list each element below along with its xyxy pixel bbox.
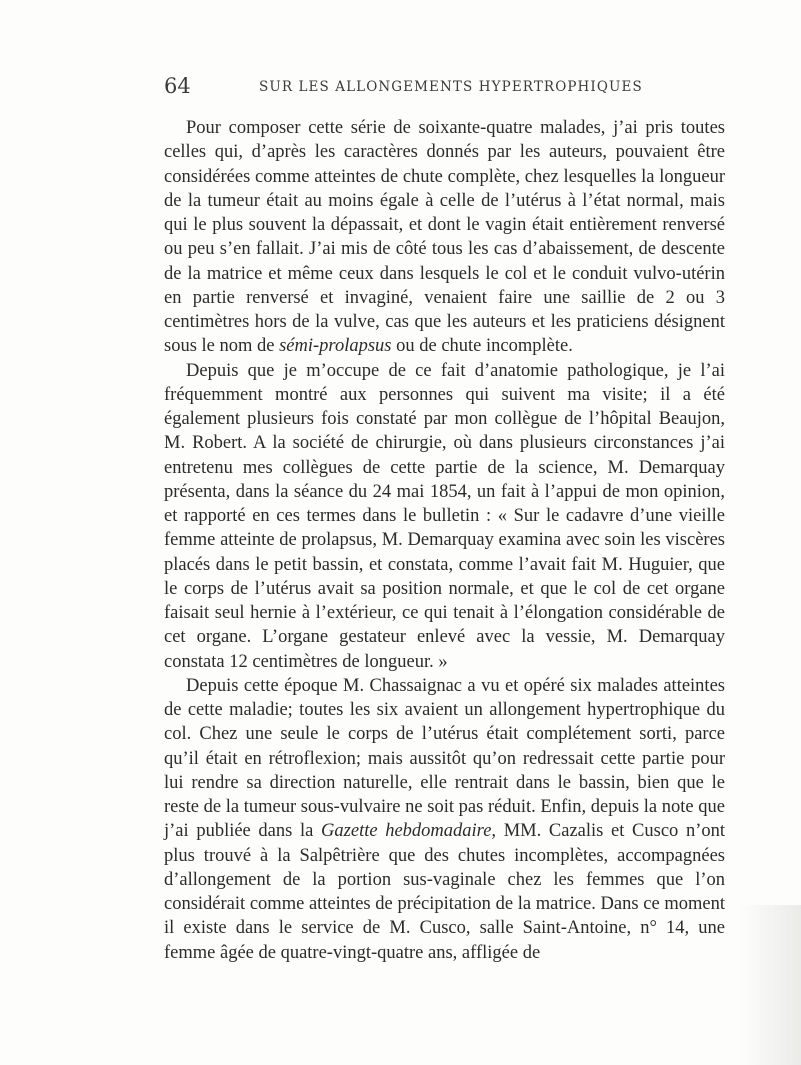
page-number: 64 <box>164 74 191 98</box>
paragraph-2-text: Depuis que je m’occupe de ce fait d’anatomie pathologique, je l’ai fréquemment montré aux personnes qui suivent ma visite; il a été également plusieurs fois constaté par mon collègue de l’hôpital Beaujon, M. Robert. A la société de chirurgie, où dans plusieurs circonstances j’ai entretenu mes collègues de cette partie de la science, M. Demarquay présenta, dans la séance du 24 mai 1854, un fait à l’appui de mon opinion, et rapporté en ces termes dans le bulletin : « Sur le cadavre d’une vieille femme atteinte de prolapsus, M. Demarquay examina avec soin les viscères placés dans le petit bassin, et constata, comme l’avait fait M. Huguier, que le corps de l’utérus avait sa position normale, et que le col de cet organe faisait seul hernie à l’extérieur, ce qui tenait à l’élongation considérable de cet organe. L’organe gestateur enlevé avec la vessie, M. Demarquay constata 12 centimètres de longueur. » <box>164 360 725 672</box>
paragraph-3-text-b: MM. Cazalis et Cusco n’ont plus trouvé à la Salpêtrière que des chutes incomplètes, accompagnées d’allongement de la portion sus-vaginale chez les femmes que l’on considérait comme atteintes de précipitation de la matrice. Dans ce moment il existe dans le service de M. Cusco, salle Saint-Antoine, n° 14, une femme âgée de quatre-vingt-quatre ans, affligée de <box>164 821 726 963</box>
paragraph-1-text-a: Pour composer cette série de soixante-quatre malades, j’ai pris toutes celles qui, d’après les caractères donnés par les auteurs, pouvaient être considérées comme atteintes de chute complète, chez lesquelles la longueur de la tumeur était au moins égale à celle de l’utérus à l’état normal, mais qui le plus souvent la dépassait, et dont le vagin était entièrement renversé ou peu s’en fallait. J’ai mis de côté tous les cas d’abaissement, de descente de la matrice et même ceux dans lesquels le col et le conduit vulvo-utérin en partie renversé et invaginé, venaient faire une saillie de 2 ou 3 centimètres hors de la vulve, cas que les auteurs et les praticiens désignent sous le nom de <box>164 118 725 357</box>
paragraph-3-italic-title: Gazette hebdomadaire, <box>321 821 497 842</box>
paragraph-2 <box>164 359 725 674</box>
paragraph-3 <box>164 674 725 965</box>
paragraph-1-italic-term: sémi-prolapsus <box>279 336 392 357</box>
paragraph-3-text-a: Depuis cette époque M. Chassaignac a vu et opéré six malades atteintes de cette maladie; toutes les six avaient un allongement hypertrophique du col. Chez une seule le corps de l’utérus était complétement sorti, parce qu’il était en rétroflexion; mais aussitôt qu’on redressait cette partie pour lui rendre sa direction naturelle, elle rentrait dans le bassin, bien que le reste de la tumeur sous-vulvaire ne soit pas réduit. Enfin, depuis la note que j’ai publiée dans la <box>164 675 725 842</box>
running-head: SUR LES ALLONGEMENTS HYPERTROPHIQUES <box>259 79 643 95</box>
page-header <box>164 74 720 100</box>
paragraph-1-text-b: ou de chute incomplète. <box>396 336 573 357</box>
page-corner-shadow <box>741 905 801 1065</box>
paragraph-1 <box>164 116 725 359</box>
body-text <box>164 116 725 965</box>
